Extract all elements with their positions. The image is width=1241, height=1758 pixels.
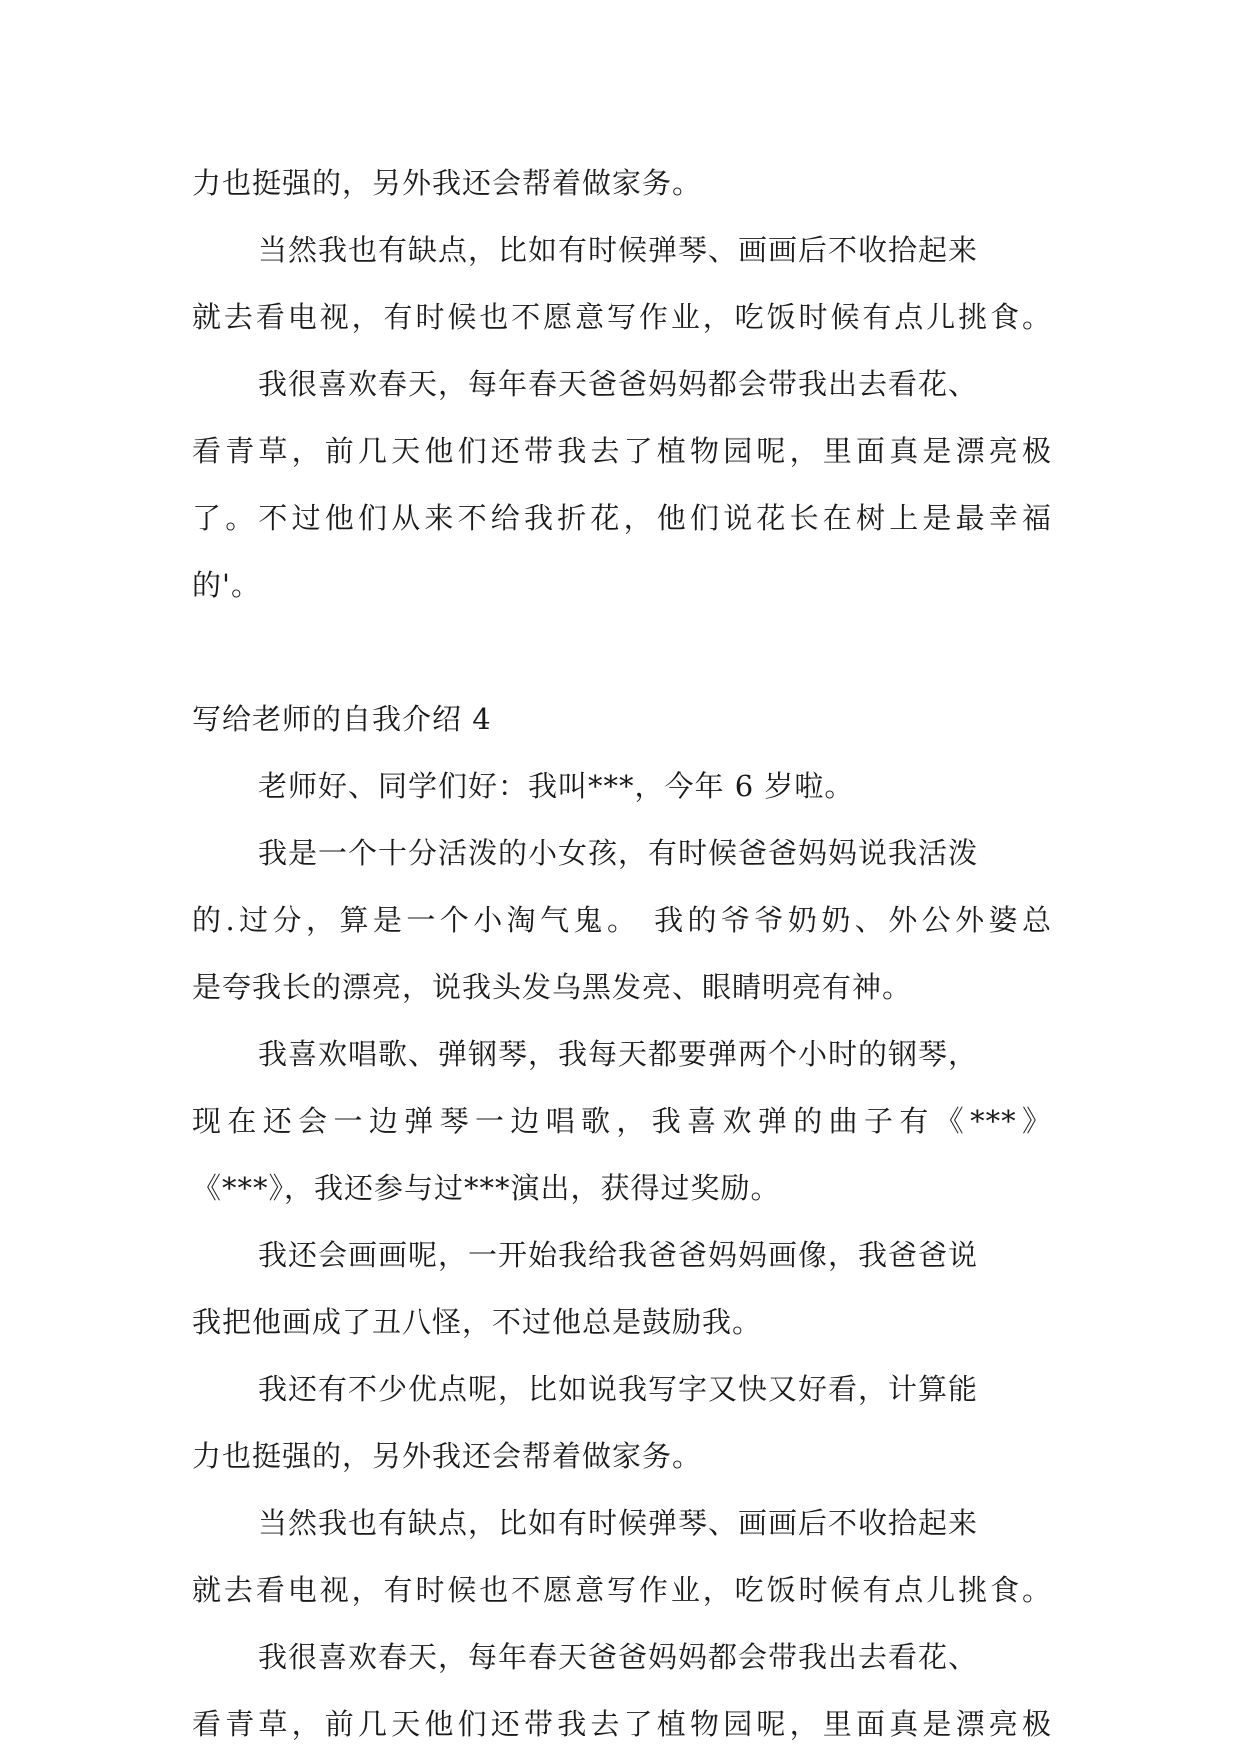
paragraph-line: 老师好、同学们好：我叫***，今年 6 岁啦。 [258, 769, 855, 803]
paragraph-line: 我还有不少优点呢，比如说我写字又快又好看，计算能 [258, 1372, 979, 1406]
paragraph-line: 我喜欢唱歌、弹钢琴，我每天都要弹两个小时的钢琴， [258, 1037, 979, 1071]
document-body [192, 150, 1052, 1758]
paragraph-line: 看青草，前几天他们还带我去了植物园呢，里面真是漂亮极 [192, 1707, 1052, 1741]
paragraph-line: 我是一个十分活泼的小女孩，有时候爸爸妈妈说我活泼 [258, 836, 979, 870]
paragraph-line: 我很喜欢春天，每年春天爸爸妈妈都会带我出去看花、 [258, 367, 979, 401]
paragraph-line: 当然我也有缺点，比如有时候弹琴、画画后不收拾起来 [258, 233, 979, 267]
paragraph-line: 是夸我长的漂亮，说我头发乌黑发亮、眼睛明亮有神。 [192, 970, 913, 1004]
paragraph-line: 我很喜欢春天，每年春天爸爸妈妈都会带我出去看花、 [258, 1640, 979, 1674]
paragraph-line: 了。不过他们从来不给我折花，他们说花长在树上是最幸福 [192, 501, 1052, 535]
paragraph-line: 看青草，前几天他们还带我去了植物园呢，里面真是漂亮极 [192, 434, 1052, 468]
paragraph-line: 力也挺强的，另外我还会帮着做家务。 [192, 166, 703, 200]
paragraph-line: 现在还会一边弹琴一边唱歌，我喜欢弹的曲子有《***》 [192, 1104, 1052, 1138]
section-heading: 写给老师的自我介绍 4 [192, 702, 492, 736]
paragraph-line: 我还会画画呢，一开始我给我爸爸妈妈画像，我爸爸说 [258, 1238, 979, 1272]
paragraph-line: 就去看电视，有时候也不愿意写作业，吃饭时候有点儿挑食。 [192, 300, 1052, 334]
paragraph-line: 的.过分，算是一个小淘气鬼。 我的爷爷奶奶、外公外婆总 [192, 903, 1052, 937]
paragraph-line: 《***》，我还参与过***演出，获得过奖励。 [192, 1171, 781, 1205]
section-gap [192, 619, 1052, 686]
paragraph-line: 力也挺强的，另外我还会帮着做家务。 [192, 1439, 703, 1473]
paragraph-line: 的'。 [192, 568, 261, 602]
paragraph-line: 我把他画成了丑八怪，不过他总是鼓励我。 [192, 1305, 763, 1339]
paragraph-line: 当然我也有缺点，比如有时候弹琴、画画后不收拾起来 [258, 1506, 979, 1540]
paragraph-line: 就去看电视，有时候也不愿意写作业，吃饭时候有点儿挑食。 [192, 1573, 1052, 1607]
